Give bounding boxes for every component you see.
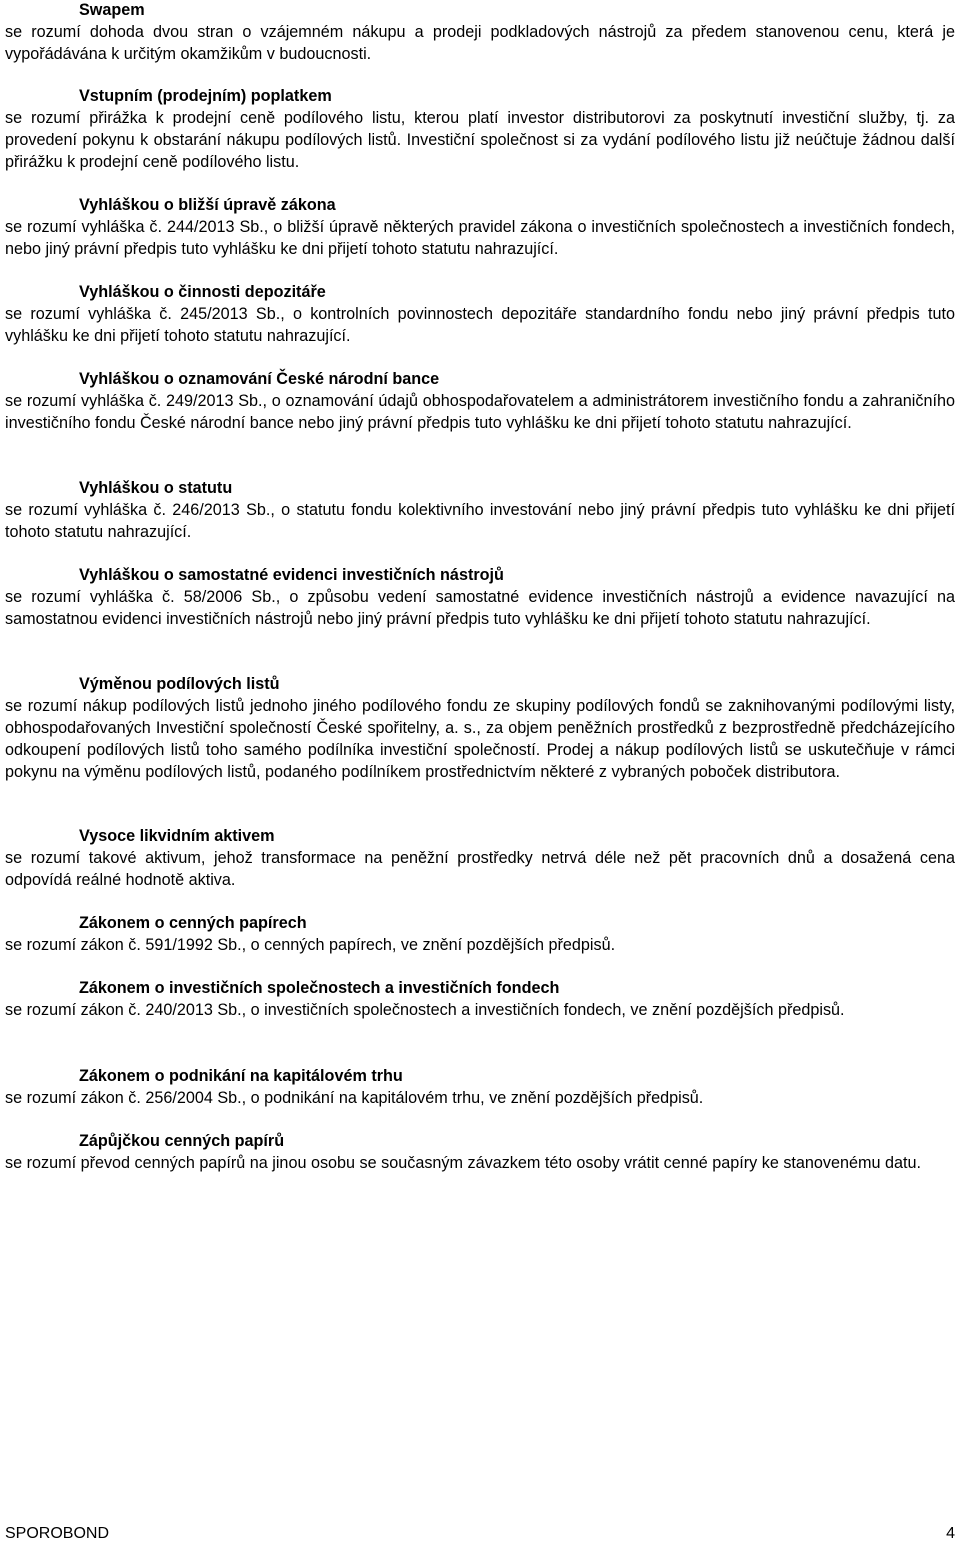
definition-entry-liquid-asset (5, 826, 955, 891)
term-heading: Vysoce likvidním aktivem (79, 827, 275, 845)
definition-entry-securities-lending (5, 1131, 955, 1174)
term-definition: se rozumí dohoda dvou stran o vzájemném nákupu a prodeji podkladových nástrojů za předem stanovenou cenu, která je vypořádávána k určitým okamžikům v budoucnosti. (5, 23, 955, 63)
footer-fund-name: SPOROBOND (5, 1525, 110, 1542)
definition-entry-securities-act (5, 913, 955, 956)
definition-entry-investment-companies-act (5, 978, 955, 1021)
definition-entry-decree-evidence (5, 565, 955, 630)
term-heading: Swapem (79, 1, 145, 19)
term-heading: Zákonem o cenných papírech (79, 914, 307, 932)
term-definition: se rozumí přirážka k prodejní ceně podílového listu, kterou platí investor distributorovi za poskytnutí investiční služby, tj. za provedení pokynu k obstarání nákupu podílových listů. Investiční společnost si za vydání podílového listu již neúčtuje žádnou další přirážku k prodejní ceně podílového listu. (5, 109, 955, 171)
definition-entry-entry-fee (5, 86, 955, 173)
term-heading: Vstupním (prodejním) poplatkem (79, 87, 332, 105)
term-definition: se rozumí převod cenných papírů na jinou osobu se současným závazkem této osoby vrátit cenné papíry ke stanovenému datu. (5, 1154, 922, 1172)
term-definition: se rozumí vyhláška č. 245/2013 Sb., o kontrolních povinnostech depozitáře standardního fondu nebo jiný právní předpis tuto vyhlášku ke dni přijetí tohoto statutu nahrazující. (5, 305, 955, 345)
term-definition: se rozumí zákon č. 256/2004 Sb., o podnikání na kapitálovém trhu, ve znění pozdějších předpisů. (5, 1089, 704, 1107)
term-heading: Vyhláškou o bližší úpravě zákona (79, 196, 336, 214)
definition-entry-capital-market-act (5, 1066, 955, 1109)
term-definition: se rozumí vyhláška č. 249/2013 Sb., o oznamování údajů obhospodařovatelem a administrátorem investičního fondu a zahraničního investičního fondu České národní bance nebo jiný právní předpis tuto vyhlášku ke dni přijetí tohoto statutu nahrazující. (5, 392, 955, 432)
term-definition: se rozumí zákon č. 591/1992 Sb., o cenných papírech, ve znění pozdějších předpisů. (5, 936, 616, 954)
term-heading: Zápůjčkou cenných papírů (79, 1132, 285, 1150)
term-heading: Vyhláškou o činnosti depozitáře (79, 283, 326, 301)
term-heading: Zákonem o podnikání na kapitálovém trhu (79, 1067, 403, 1085)
definition-entry-decree-depositary (5, 282, 955, 347)
definition-entry-unit-exchange (5, 674, 955, 783)
definition-entry-swap (5, 0, 955, 65)
term-definition: se rozumí vyhláška č. 244/2013 Sb., o bližší úpravě některých pravidel zákona o investičních společnostech a investičních fondech, nebo jiný právní předpis tuto vyhlášku ke dni přijetí tohoto statutu nahrazující. (5, 218, 955, 258)
term-heading: Vyhláškou o samostatné evidenci investičních nástrojů (79, 566, 504, 584)
definition-entry-decree-law (5, 195, 955, 260)
term-heading: Zákonem o investičních společnostech a investičních fondech (79, 979, 560, 997)
term-definition: se rozumí vyhláška č. 58/2006 Sb., o způsobu vedení samostatné evidence investičních nástrojů a evidence navazující na samostatnou evidenci investičních nástrojů nebo jiný právní předpis tuto vyhlášku ke dni přijetí tohoto statutu nahrazující. (5, 588, 955, 628)
term-definition: se rozumí takové aktivum, jehož transformace na peněžní prostředky netrvá déle než pět pracovních dnů a dosažená cena odpovídá reálné hodnotě aktiva. (5, 849, 955, 889)
term-heading: Výměnou podílových listů (79, 675, 280, 693)
term-definition: se rozumí vyhláška č. 246/2013 Sb., o statutu fondu kolektivního investování nebo jiný právní předpis tuto vyhlášku ke dni přijetí tohoto statutu nahrazující. (5, 501, 955, 541)
definition-entry-decree-statute (5, 478, 955, 543)
term-definition: se rozumí zákon č. 240/2013 Sb., o investičních společnostech a investičních fondech, ve znění pozdějších předpisů. (5, 1001, 845, 1019)
term-heading: Vyhláškou o statutu (79, 479, 233, 497)
footer-page-number: 4 (946, 1525, 955, 1542)
term-heading: Vyhláškou o oznamování České národní bance (79, 370, 440, 388)
definition-entry-decree-cnb (5, 369, 955, 434)
term-definition: se rozumí nákup podílových listů jednoho jiného podílového fondu ze skupiny podílových fondů se zaknihovanými podílovými listy, obhospodařovaných Investiční společností České spořitelny, a. s., za objem peněžních prostředků z bezprostředně předcházejícího odkoupení podílových listů toho samého podílníka investiční společností. Prodej a nákup podílových listů se uskutečňuje v rámci pokynu na výměnu podílových listů, podaného podílníkem prostřednictvím některé z vybraných poboček distributora. (5, 697, 955, 781)
